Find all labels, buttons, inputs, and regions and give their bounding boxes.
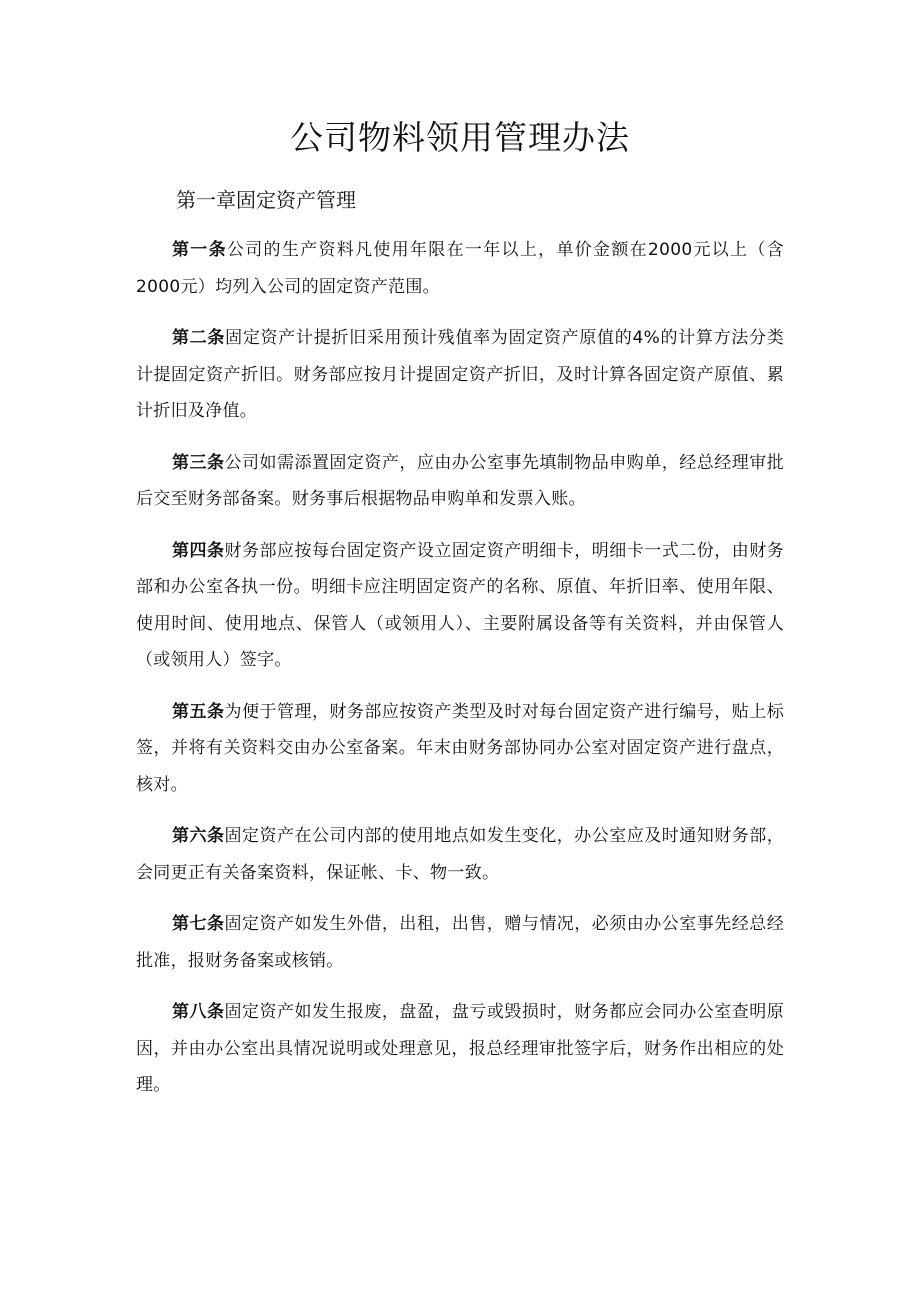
document-body <box>136 232 784 1119</box>
article-text: 公司如需添置固定资产，应由办公室事先填制物品申购单，经总经理审批后交至财务部备案。财务事后根据物品申购单和发票入账。 <box>136 452 784 509</box>
article-2 <box>136 320 784 430</box>
article-text: 为便于管理，财务部应按资产类型及时对每台固定资产进行编号，贴上标签，并将有关资料交由办公室备案。年末由财务部协同办公室对固定资产进行盘点，核对。 <box>136 701 784 795</box>
article-5 <box>136 694 784 804</box>
article-number: 第三条 <box>172 452 225 473</box>
article-text: 财务部应按每台固定资产设立固定资产明细卡，明细卡一式二份，由财务部和办公室各执一份。明细卡应注明固定资产的名称、原值、年折旧率、使用年限、使用时间、使用地点、保管人（或领用人）、主要附属设备等有关资料，并由保管人（或领用人）签字。 <box>136 540 784 670</box>
article-1 <box>136 232 784 305</box>
chapter-heading: 第一章固定资产管理 <box>176 188 356 212</box>
article-text: 公司的生产资料凡使用年限在一年以上，单价金额在2000元以上（含2000元）均列入公司的固定资产范围。 <box>136 240 784 297</box>
article-number: 第五条 <box>172 701 225 722</box>
article-number: 第六条 <box>172 826 225 846</box>
article-number: 第八条 <box>172 1002 225 1022</box>
article-8 <box>136 994 784 1104</box>
article-text: 固定资产如发生报废，盘盈，盘亏或毁损时，财务都应会同办公室查明原因，并由办公室出具情况说明或处理意见，报总经理审批签字后，财务作出相应的处理。 <box>136 1002 784 1095</box>
article-text: 固定资产在公司内部的使用地点如发生变化，办公室应及时通知财务部，会同更正有关备案资料，保证帐、卡、物一致。 <box>136 826 784 883</box>
article-7 <box>136 906 784 979</box>
article-text: 固定资产计提折旧采用预计残值率为固定资产原值的4%的计算方法分类计提固定资产折旧。财务部应按月计提固定资产折旧，及时计算各固定资产原值、累计折旧及净值。 <box>136 328 784 421</box>
article-number: 第二条 <box>172 328 226 348</box>
article-number: 第一条 <box>172 240 227 260</box>
article-4 <box>136 533 784 679</box>
article-number: 第四条 <box>172 540 225 561</box>
article-number: 第七条 <box>172 914 225 934</box>
document-title: 公司物料领用管理办法 <box>290 118 630 157</box>
article-text: 固定资产如发生外借，出租，出售，赠与情况，必须由办公室事先经总经批准，报财务备案或核销。 <box>136 914 784 971</box>
article-3 <box>136 445 784 518</box>
article-6 <box>136 818 784 891</box>
